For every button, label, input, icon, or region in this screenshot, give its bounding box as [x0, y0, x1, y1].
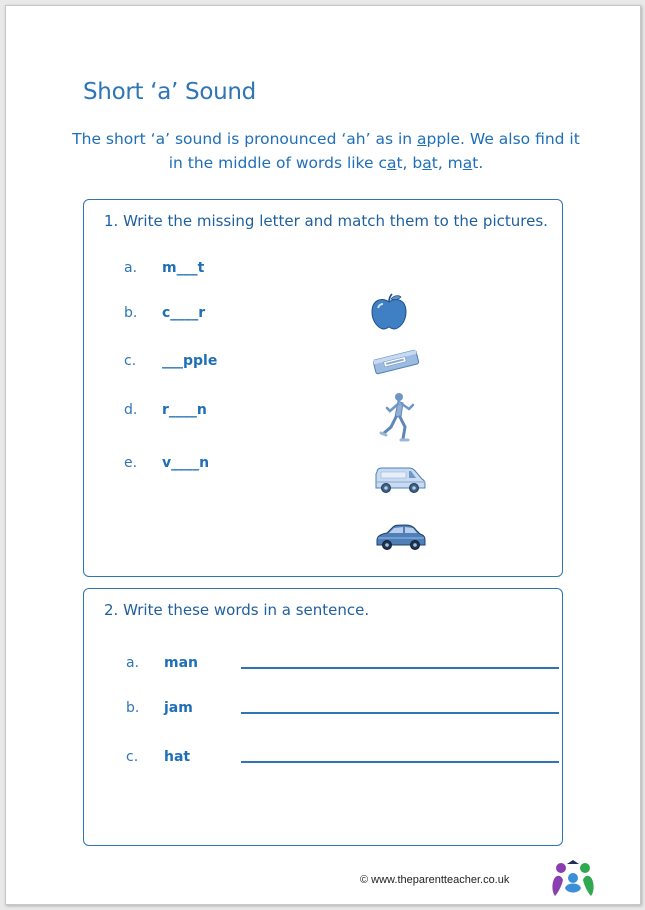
- intro-word-part: t, m: [431, 154, 463, 172]
- question-1: 1. Write the missing letter and match them to the pictures.: [104, 212, 548, 230]
- item-letter: c.: [124, 353, 137, 369]
- intro-line2-text: in the middle of words like c: [168, 154, 387, 172]
- item-letter: a.: [126, 655, 140, 671]
- runner-icon: [379, 391, 419, 443]
- intro-underlined-letter: a: [462, 154, 473, 172]
- item-word: hat: [164, 749, 191, 765]
- intro-line1-end: pple. We also find it: [426, 130, 580, 148]
- intro-word-part: t, b: [396, 154, 423, 172]
- item-letter: e.: [124, 455, 138, 471]
- apple-icon: [369, 293, 409, 331]
- item-word: jam: [164, 700, 193, 716]
- item-letter: b.: [126, 700, 140, 716]
- answer-line[interactable]: [241, 712, 559, 714]
- item-letter: a.: [124, 260, 138, 276]
- worksheet-page: [5, 5, 641, 905]
- item-word: ___pple: [162, 353, 218, 369]
- parent-teacher-logo-icon: [549, 858, 597, 898]
- intro-word-part: t.: [472, 154, 484, 172]
- item-letter: c.: [126, 749, 139, 765]
- item-word: r____n: [162, 402, 207, 418]
- car-icon: [373, 520, 427, 552]
- intro-underlined-letter: a: [417, 130, 427, 148]
- jam-jar-lid-icon: [371, 347, 421, 377]
- sentence-section: [83, 588, 563, 846]
- intro-line1-text: The short ‘a’ sound is pronounced ‘ah’ as in: [72, 130, 418, 148]
- intro-underlined-letter: a: [386, 154, 397, 172]
- item-word: c____r: [162, 305, 206, 321]
- item-word: m___t: [162, 260, 205, 276]
- item-word: v____n: [162, 455, 210, 471]
- item-letter: d.: [124, 402, 138, 418]
- page-title: Short ‘a’ Sound: [83, 79, 256, 105]
- missing-letter-section: [83, 199, 563, 577]
- copyright-text: © www.theparentteacher.co.uk: [360, 874, 510, 886]
- van-icon: [373, 462, 427, 494]
- answer-line[interactable]: [241, 761, 559, 763]
- intro-underlined-letter: a: [422, 154, 432, 172]
- item-word: man: [164, 655, 199, 671]
- answer-line[interactable]: [241, 667, 559, 669]
- intro-text: [66, 127, 586, 175]
- question-2: 2. Write these words in a sentence.: [104, 601, 370, 619]
- item-letter: b.: [124, 305, 138, 321]
